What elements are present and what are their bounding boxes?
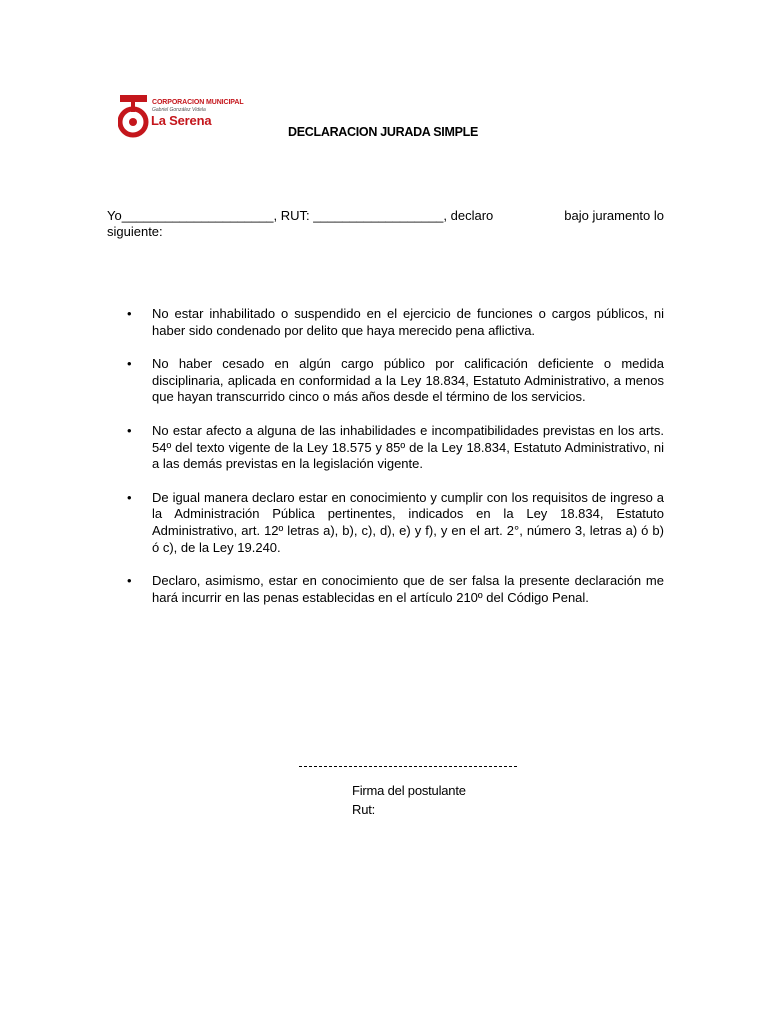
signature-label: Firma del postulante: [352, 783, 466, 798]
clause-text: De igual manera declaro estar en conocimiento y cumplir con los requisitos de ingreso a la Administración Pública pertinentes, indicados en la Ley 18.834, Estatuto Administrativo, art. 12º letras a), b), c), d), e) y f), y en el art. 2°, número 3, letras a) ó b) ó c), de la Ley 19.240.: [152, 489, 664, 555]
logo-corporacion-text: CORPORACION MUNICIPAL: [152, 99, 244, 106]
bullet-icon: •: [127, 422, 132, 438]
bullet-icon: •: [127, 489, 132, 505]
clause-text: Declaro, asimismo, estar en conocimiento que de ser falsa la presente declaración me hará incurrir en las penas establecidas en el artículo 210º del Código Penal.: [152, 573, 664, 605]
declaration-clauses: [107, 306, 664, 623]
bullet-icon: •: [127, 356, 132, 372]
logo-la-serena-text: La Serena: [151, 113, 212, 128]
clause-text: No estar inhabilitado o suspendido en el ejercicio de funciones o cargos públicos, ni haber sido condenado por delito que haya merecido pena aflictiva.: [152, 306, 664, 338]
clause-text: No haber cesado en algún cargo público por calificación deficiente o medida disciplinaria, aplicada en conformidad a la Ley 18.834, Estatuto Administrativo, a menos que hayan transcurrido cinco o más años desde el término de los servicios.: [152, 356, 664, 405]
intro-oath-text: bajo juramento lo: [564, 208, 664, 223]
intro-continuation: siguiente:: [107, 224, 163, 239]
clause-item: [107, 306, 664, 339]
clause-text: No estar afecto a alguna de las inhabilidades e incompatibilidades previstas en los arts. 54º del texto vigente de la Ley 18.575 y 85º de la Ley 18.834, Estatuto Administrativo, ni a las demás previstas en la legislación vigente.: [152, 422, 664, 472]
clause-item: [107, 573, 664, 606]
intro-paragraph: [107, 208, 664, 240]
document-title: DECLARACION JURADA SIMPLE: [288, 125, 478, 139]
bullet-icon: •: [127, 306, 132, 321]
clause-item: [107, 423, 664, 473]
signature-rut-label: Rut:: [352, 802, 376, 817]
intro-declarant-fields: Yo_____________________, RUT: __________________, declaro: [107, 208, 494, 223]
logo-subtitle-text: Gabriel González Videla: [152, 107, 206, 113]
clause-item: [107, 356, 664, 406]
intro-line: [107, 208, 664, 224]
clause-item: [107, 490, 664, 556]
signature-line: [299, 766, 517, 767]
bullet-icon: •: [127, 573, 132, 589]
